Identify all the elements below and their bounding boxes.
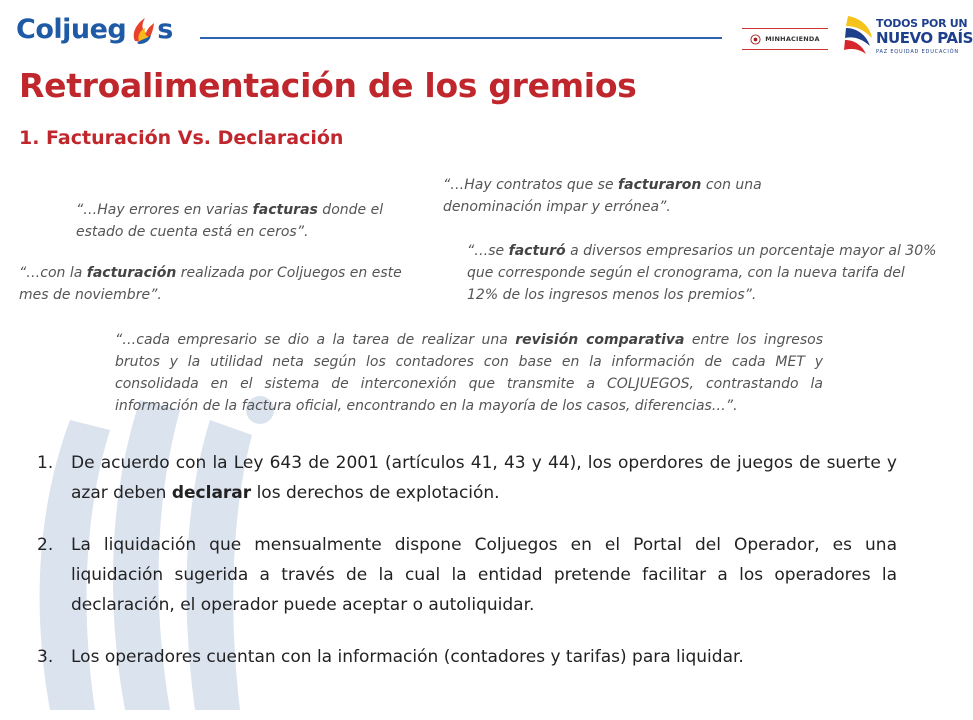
logo-text-end: s: [157, 14, 174, 45]
logo-flame-icon: [127, 15, 157, 45]
quote-facturo: “…se facturó a diversos empresarios un porcentaje mayor al 30% que corresponde según el cronograma, con la nueva tarifa del 12% de los ingresos menos los premios”.: [467, 243, 937, 303]
list-item: [37, 530, 897, 620]
list-item: [37, 448, 897, 508]
ministry-label: MINHACIENDA: [765, 35, 820, 43]
slide-subtitle: 1. Facturación Vs. Declaración: [19, 127, 344, 149]
list-item: [37, 642, 897, 672]
quote-facturacion: “…con la facturación realizada por Coljuegos en este mes de noviembre”.: [19, 265, 402, 303]
coljuegos-logo: [16, 14, 173, 45]
minhacienda-logo: [742, 28, 828, 50]
list-text: Los operadores cuentan con la información (contadores y tarifas) para liquidar.: [71, 647, 744, 667]
quote-facturas: “…Hay errores en varias facturas donde el estado de cuenta está en ceros”.: [76, 202, 384, 240]
slide-title: Retroalimentación de los gremios: [19, 66, 637, 105]
list-text: La liquidación que mensualmente dispone Coljuegos en el Portal del Operador, es una liquidación sugerida a través de la cual la entidad pretende facilitar a los operadores la declaración, el operador puede aceptar o autoliquidar.: [71, 535, 897, 615]
list-number: 3.: [37, 647, 54, 667]
todos-por-un-nuevo-pais-logo: [842, 8, 973, 64]
quote-revision-comparativa: “…cada empresario se dio a la tarea de realizar una revisión comparativa entre los ingresos brutos y la utilidad neta según los contadores con base en la información de cada MET y consolidada en el sistema de interconexión que transmite a COLJUEGOS, contrastando la información de la factura oficial, encontrando en la mayoría de los casos, diferencias…”.: [115, 332, 823, 414]
list-text: De acuerdo con la Ley 643 de 2001 (artículos 41, 43 y 44), los operdores de juegos de suerte y azar deben declarar los derechos de explotación.: [71, 453, 897, 503]
campaign-line-1: TODOS POR UN: [876, 17, 968, 30]
header-divider: [200, 37, 722, 39]
list-number: 1.: [37, 453, 54, 473]
quote-facturaron: “…Hay contratos que se facturaron con una denominación impar y errónea”.: [443, 177, 762, 215]
campaign-line-3: PAZ EQUIDAD EDUCACIÓN: [876, 49, 959, 55]
logo-text: Coljueg: [16, 14, 127, 45]
seal-icon: [750, 34, 761, 45]
list-number: 2.: [37, 535, 54, 555]
campaign-line-2: NUEVO PAÍS: [876, 29, 973, 47]
flag-swoosh-icon: [842, 12, 876, 58]
conclusions-list: [37, 448, 897, 694]
